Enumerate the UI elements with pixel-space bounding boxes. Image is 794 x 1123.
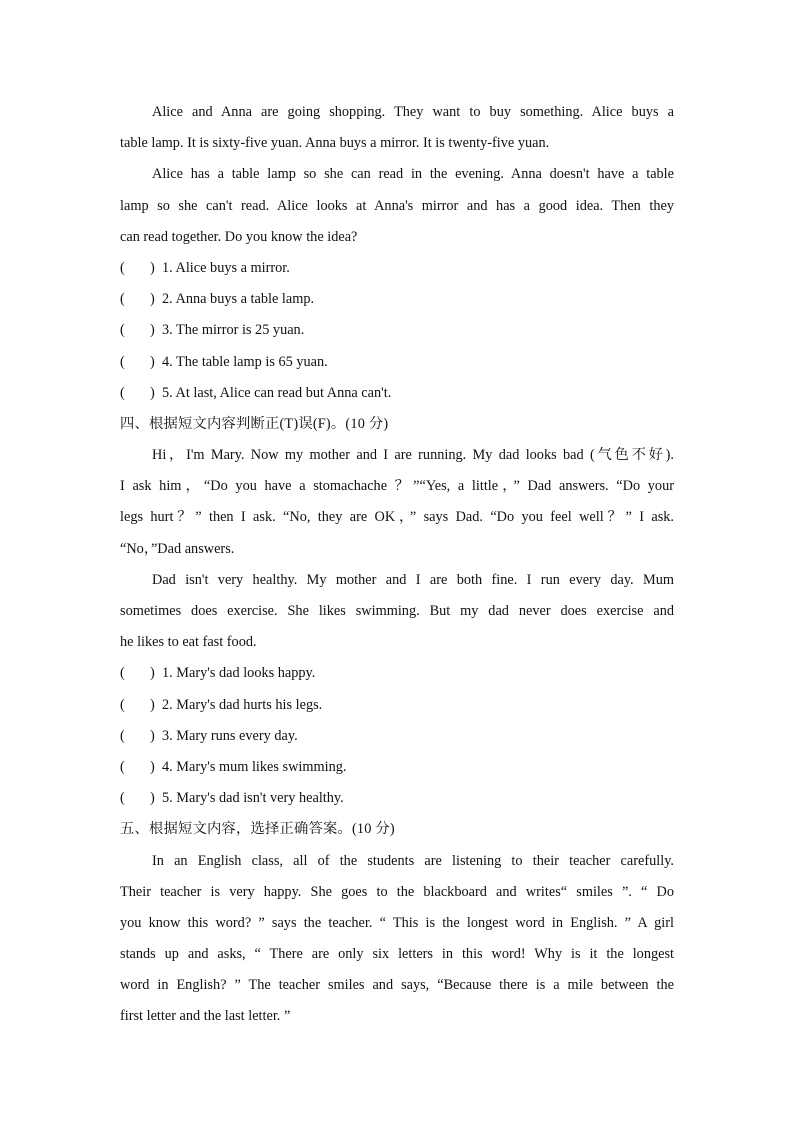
text-line: word in English? ” The teacher smiles and says, “Because there is a mile between the (120, 977, 674, 994)
answer-blank-open[interactable]: ( (120, 758, 125, 775)
question-item (120, 253, 674, 284)
text-line: can read together. Do you know the idea? (120, 228, 358, 245)
answer-blank-close: ) (150, 790, 155, 807)
answer-blank-close: ) (150, 322, 155, 339)
question-item (120, 658, 674, 689)
text-line: he likes to eat fast food. (120, 634, 257, 651)
passage3-paragraph2 (120, 159, 674, 253)
question-text: 3. The mirror is 25 yuan. (162, 322, 305, 339)
passage3-questions (120, 253, 674, 409)
text-line: stands up and asks, “ There are only six letters in this word! Why is it the longest (120, 946, 674, 963)
section4-questions (120, 658, 674, 814)
section5-heading: 五、根据短文内容，选择正确答案。(10 分) (120, 821, 395, 838)
section5-paragraph1 (120, 846, 674, 1033)
question-text: 2. Mary's dad hurts his legs. (162, 696, 323, 713)
answer-blank-close: ) (150, 259, 155, 276)
text-line: I ask him，“Do you have a stomachache ？”“Yes, a little，” Dad answers. “Do your (120, 478, 674, 495)
answer-blank-close: ) (150, 758, 155, 775)
text-line: Their teacher is very happy. She goes to the blackboard and writes“ smiles ”. “ Do (120, 883, 674, 900)
answer-blank-close: ) (150, 665, 155, 682)
answer-blank-close: ) (150, 727, 155, 744)
question-text: 1. Mary's dad looks happy. (162, 665, 316, 682)
text-line: In an English class, all of the students are listening to their teacher carefully. (152, 852, 674, 869)
answer-blank-open[interactable]: ( (120, 790, 125, 807)
answer-blank-open[interactable]: ( (120, 259, 125, 276)
question-item (120, 783, 674, 814)
question-item (120, 721, 674, 752)
passage3-paragraph1 (120, 97, 674, 159)
answer-blank-close: ) (150, 291, 155, 308)
text-line: Alice has a table lamp so she can read in the evening. Anna doesn't have a table (152, 166, 674, 183)
question-text: 3. Mary runs every day. (162, 727, 298, 744)
answer-blank-open[interactable]: ( (120, 384, 125, 401)
question-item (120, 347, 674, 378)
answer-blank-open[interactable]: ( (120, 353, 125, 370)
answer-blank-open[interactable]: ( (120, 665, 125, 682)
text-line: Hi，I'm Mary. Now my mother and I are running. My dad looks bad (气色不好). (152, 447, 674, 464)
question-text: 1. Alice buys a mirror. (162, 259, 290, 276)
answer-blank-close: ) (150, 353, 155, 370)
answer-blank-open[interactable]: ( (120, 696, 125, 713)
question-item (120, 284, 674, 315)
question-item (120, 315, 674, 346)
text-line: table lamp. It is sixty-five yuan. Anna buys a mirror. It is twenty-five yuan. (120, 135, 550, 152)
text-line: sometimes does exercise. She likes swimming. But my dad never does exercise and (120, 603, 674, 619)
text-line: “No，”Dad answers. (120, 540, 235, 557)
question-text: 4. The table lamp is 65 yuan. (162, 353, 328, 370)
text-line: you know this word? ” says the teacher. “ This is the longest word in English. ” A girl (120, 914, 674, 931)
section4-paragraph2 (120, 565, 674, 659)
question-item (120, 752, 674, 783)
text-line: Dad isn't very healthy. My mother and I are both fine. I run every day. Mum (152, 571, 674, 588)
question-text: 5. At last, Alice can read but Anna can't. (162, 384, 392, 401)
text-line: Alice and Anna are going shopping. They want to buy something. Alice buys a (152, 104, 674, 120)
question-text: 5. Mary's dad isn't very healthy. (162, 790, 344, 807)
question-item (120, 378, 674, 409)
answer-blank-close: ) (150, 696, 155, 713)
section4-paragraph1 (120, 440, 674, 565)
question-text: 2. Anna buys a table lamp. (162, 291, 315, 308)
answer-blank-open[interactable]: ( (120, 727, 125, 744)
section4-heading: 四、根据短文内容判断正(T)误(F)。(10 分) (120, 415, 389, 432)
answer-blank-open[interactable]: ( (120, 322, 125, 339)
answer-blank-close: ) (150, 384, 155, 401)
answer-blank-open[interactable]: ( (120, 291, 125, 308)
question-text: 4. Mary's mum likes swimming. (162, 758, 347, 775)
text-line: first letter and the last letter. ” (120, 1008, 291, 1025)
question-item (120, 690, 674, 721)
text-line: lamp so she can't read. Alice looks at Anna's mirror and has a good idea. Then they (120, 197, 674, 214)
text-line: legs hurt？” then I ask. “No, they are OK，” says Dad. “Do you feel well？” I ask. (120, 509, 674, 526)
